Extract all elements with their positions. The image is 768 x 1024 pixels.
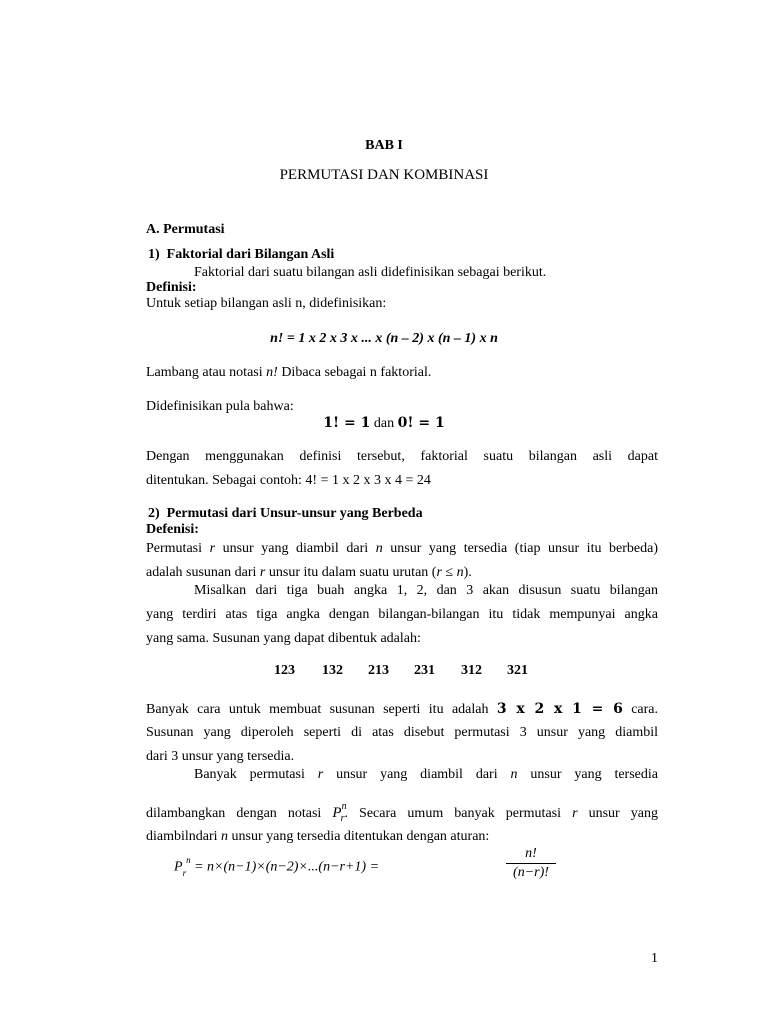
chapter-label: BAB I bbox=[365, 138, 403, 153]
text-span: ). bbox=[463, 565, 472, 580]
perm-sub: r bbox=[340, 813, 345, 824]
text-span: unsur yang tersedia ditentukan dengan aturan: bbox=[228, 829, 490, 844]
one-factorial: 1! = 1 bbox=[323, 415, 371, 431]
text-span: unsur yang tersedia bbox=[517, 767, 658, 782]
arrangement-item: 132 bbox=[322, 663, 343, 678]
fraction-denominator: (n−r)! bbox=[513, 865, 549, 880]
text-span: unsur yang diambil dari bbox=[323, 767, 511, 782]
arrangement-item: 231 bbox=[414, 663, 435, 678]
notation-line-2 bbox=[146, 800, 658, 828]
text-span: Banyak permutasi bbox=[194, 767, 318, 782]
condition: r ≤ n bbox=[436, 565, 464, 580]
example-line-2: ditentukan. Sebagai contoh: 4! = 1 x 2 x 3 x 4 = 24 bbox=[146, 473, 431, 488]
dan-text: dan bbox=[370, 416, 398, 431]
example-text-line-1: Misalkan dari tiga buah angka 1, 2, dan 3 akan disusun suatu bilangan bbox=[194, 583, 658, 598]
example-text-line-2: yang terdiri atas tiga angka dengan bilangan-bilangan itu tidak mempunyai angka bbox=[146, 607, 658, 622]
text-span: Banyak cara untuk membuat susunan seperti itu adalah bbox=[146, 702, 497, 717]
permutation-line-1: Susunan yang diperoleh seperti di atas disebut permutasi 3 unsur yang diambil bbox=[146, 725, 658, 740]
text-span: . Secara umum banyak permutasi bbox=[344, 806, 573, 821]
rule-line bbox=[146, 828, 489, 846]
chapter-title: PERMUTASI DAN KOMBINASI bbox=[279, 167, 489, 183]
text-span: unsur yang diambil dari bbox=[215, 541, 376, 556]
zero-factorial: 0! = 1 bbox=[397, 415, 445, 431]
text-span: unsur itu dalam suatu urutan ( bbox=[265, 565, 437, 580]
count-expression: 3 x 2 x 1 = 6 bbox=[496, 701, 623, 717]
page-number: 1 bbox=[651, 951, 658, 966]
example-line-1: Dengan menggunakan definisi tersebut, faktorial suatu bilangan asli dapat bbox=[146, 449, 658, 464]
var-r: r bbox=[317, 767, 324, 782]
var-n: n bbox=[510, 767, 518, 782]
text-span: unsur yang tersedia (tiap unsur itu berbeda) bbox=[382, 541, 658, 556]
perm-P: P bbox=[332, 805, 342, 821]
var-n: n bbox=[375, 541, 383, 556]
var-r: r bbox=[209, 541, 216, 556]
text-span: dilambangkan dengan notasi bbox=[146, 806, 333, 821]
example-text-line-3: yang sama. Susunan yang dapat dibentuk adalah: bbox=[146, 631, 421, 646]
var-n: n bbox=[221, 829, 229, 844]
section-heading: A. Permutasi bbox=[146, 222, 225, 237]
notation-post: Dibaca sebagai n faktorial. bbox=[277, 365, 432, 380]
formula-sub: r bbox=[182, 868, 187, 879]
arrangement-item: 123 bbox=[274, 663, 295, 678]
text-span: unsur yang bbox=[577, 806, 659, 821]
definition-label: Definisi: bbox=[146, 280, 197, 295]
formula-sup: n bbox=[186, 855, 191, 865]
formula-P: P bbox=[174, 859, 183, 875]
perm-symbol bbox=[332, 801, 347, 824]
text-span: adalah susunan dari bbox=[146, 565, 260, 580]
permutation-formula bbox=[174, 853, 379, 880]
defenisi-label: Defenisi: bbox=[146, 522, 199, 537]
permutation-def-line-1 bbox=[146, 540, 658, 558]
notation-symbol: n! bbox=[266, 365, 278, 380]
notation-pre: Lambang atau notasi bbox=[146, 365, 267, 380]
arrangement-item: 213 bbox=[368, 663, 389, 678]
definition-text: Untuk setiap bilangan asli n, didefinisikan: bbox=[146, 296, 387, 311]
count-line bbox=[146, 700, 658, 719]
text-span: cara. bbox=[622, 702, 658, 717]
permutation-line-2: dari 3 unsur yang tersedia. bbox=[146, 749, 295, 764]
fraction-numerator: n! bbox=[525, 846, 537, 861]
factorial-formula: n! = 1 x 2 x 3 x ... x (n – 2) x (n – 1) x n bbox=[270, 331, 498, 346]
arrangement-item: 312 bbox=[461, 663, 482, 678]
arrangement-item: 321 bbox=[507, 663, 528, 678]
fraction-bar bbox=[506, 863, 556, 864]
notation-line bbox=[146, 364, 431, 382]
also-defined-text: Didefinisikan pula bahwa: bbox=[146, 399, 294, 414]
intro-text: Faktorial dari suatu bilangan asli didefinisikan sebagai berikut. bbox=[194, 265, 547, 280]
formula-fraction bbox=[506, 846, 556, 881]
subsection-heading-1: 1) Faktorial dari Bilangan Asli bbox=[148, 247, 335, 262]
special-factorials bbox=[0, 414, 768, 433]
text-span: Permutasi bbox=[146, 541, 210, 556]
var-r: r bbox=[572, 806, 578, 821]
formula-rhs: = n×(n−1)×(n−2)×...(n−r+1) = bbox=[190, 859, 380, 875]
permutation-def-line-2 bbox=[146, 564, 472, 582]
subsection-heading-2: 2) Permutasi dari Unsur-unsur yang Berbeda bbox=[148, 506, 423, 521]
general-line bbox=[194, 766, 658, 784]
var-r: r bbox=[259, 565, 266, 580]
perm-sup: n bbox=[341, 801, 347, 812]
text-span: diambilndari bbox=[146, 829, 222, 844]
